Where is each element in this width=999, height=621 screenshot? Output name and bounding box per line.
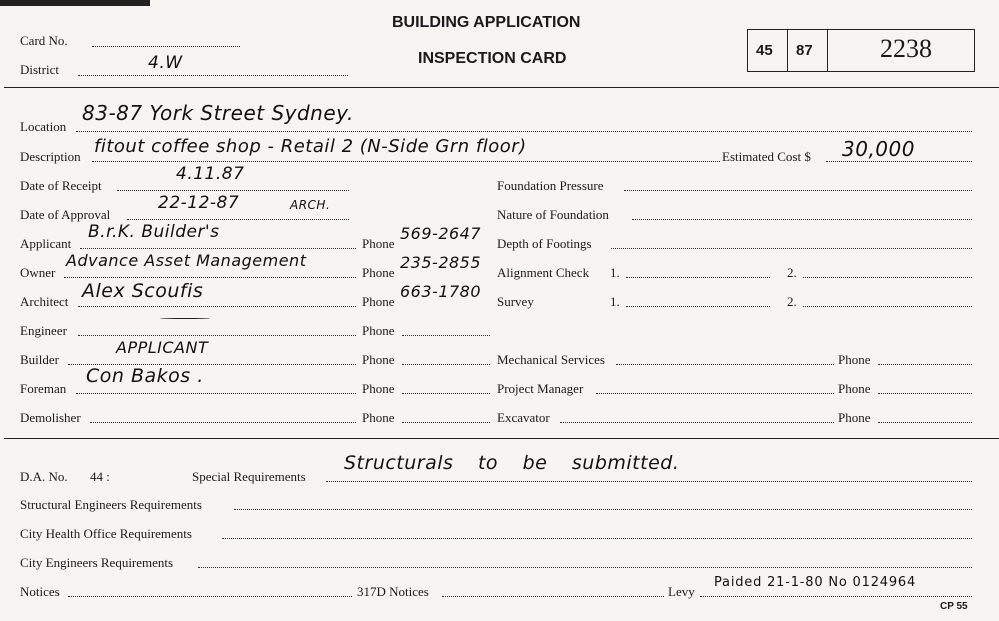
owner-value: Advance Asset Management (66, 251, 307, 270)
engineer-label: Engineer (20, 323, 67, 338)
header-rule (4, 87, 999, 88)
engineers-requirements-label: City Engineers Requirements (20, 555, 174, 570)
notices-line (68, 596, 352, 597)
alignment-line-2 (803, 277, 972, 278)
health-requirements-label: City Health Office Requirements (20, 526, 192, 541)
builder-phone-line (402, 364, 490, 365)
district-value: 4.W (148, 53, 183, 73)
survey-num-2: 2. (787, 294, 797, 309)
architect-line (78, 306, 356, 307)
mechanical-phone-line (878, 364, 972, 365)
applicant-label: Applicant (20, 236, 72, 251)
foreman-phone-line (402, 393, 490, 394)
location-value: 83-87 York Street Sydney. (82, 101, 354, 125)
da-no-label: D.A. No. (20, 469, 68, 484)
survey-num-1: 1. (610, 294, 620, 309)
demolisher-line (90, 422, 356, 423)
levy-label: Levy (668, 584, 695, 599)
notices-317d-label: 317D Notices (357, 584, 429, 599)
card-no-line (92, 46, 240, 47)
form-title-line1: BUILDING APPLICATION (392, 14, 581, 31)
notices-label: Notices (20, 584, 60, 599)
levy-value: Paided 21-1-80 No 0124964 (714, 575, 917, 590)
builder-phone-label: Phone (362, 352, 395, 367)
foreman-line (76, 393, 356, 394)
structural-requirements-line (234, 509, 972, 510)
depth-footings-label: Depth of Footings (497, 236, 592, 251)
excavator-phone-label: Phone (838, 410, 871, 425)
district-line (78, 75, 348, 76)
project-manager-line (596, 393, 834, 394)
project-manager-label: Project Manager (497, 381, 584, 396)
levy-line (700, 596, 972, 597)
box-b: 87 (796, 42, 813, 59)
estimated-cost-label: Estimated Cost $ (722, 149, 811, 164)
owner-phone-label: Phone (362, 265, 395, 280)
estimated-cost-value: 30,000 (842, 137, 915, 161)
alignment-num-2: 2. (787, 265, 797, 280)
card-number: 2238 (880, 34, 932, 63)
project-manager-phone-label: Phone (838, 381, 871, 396)
health-requirements-line (222, 538, 972, 539)
description-label: Description (20, 149, 81, 164)
excavator-phone-line (878, 422, 972, 423)
date-receipt-line (117, 190, 349, 191)
middle-rule (4, 438, 999, 439)
structural-requirements-label: Structural Engineers Requirements (20, 497, 202, 512)
applicant-value: B.r.K. Builder's (88, 222, 220, 242)
architect-underline (160, 318, 210, 319)
alignment-line-1 (626, 277, 770, 278)
da-no-value: 44 : (90, 469, 110, 484)
location-label: Location (20, 119, 67, 134)
owner-label: Owner (20, 265, 56, 280)
foundation-pressure-line (624, 190, 972, 191)
card-number-box (747, 29, 975, 72)
special-requirements-label: Special Requirements (192, 469, 306, 484)
district-label: District (20, 62, 59, 77)
date-receipt-label: Date of Receipt (20, 178, 102, 193)
location-line (76, 131, 972, 132)
nature-foundation-line (632, 219, 972, 220)
survey-line-2 (803, 306, 972, 307)
builder-value: APPLICANT (116, 338, 209, 357)
description-line (92, 161, 720, 162)
ink-blot (0, 0, 150, 6)
demolisher-phone-label: Phone (362, 410, 395, 425)
engineer-phone-label: Phone (362, 323, 395, 338)
date-receipt-value: 4.11.87 (176, 164, 245, 184)
architect-value: Alex Scoufis (82, 280, 204, 302)
date-approval-label: Date of Approval (20, 207, 111, 222)
box-divider-1 (787, 29, 788, 72)
mechanical-label: Mechanical Services (497, 352, 605, 367)
demolisher-phone-line (402, 422, 490, 423)
owner-line (64, 277, 356, 278)
foreman-phone-label: Phone (362, 381, 395, 396)
applicant-line (80, 248, 356, 249)
form-title-line2: INSPECTION CARD (418, 50, 567, 67)
project-manager-phone-line (878, 393, 972, 394)
survey-line-1 (626, 306, 770, 307)
notices-317d-line (442, 596, 664, 597)
excavator-line (560, 422, 834, 423)
engineer-line (78, 335, 356, 336)
architect-phone: 663-1780 (400, 282, 482, 301)
date-approval-value: 22-12-87 (158, 193, 240, 213)
foreman-value: Con Bakos . (86, 365, 204, 387)
nature-foundation-label: Nature of Foundation (497, 207, 609, 222)
form-code: CP 55 (940, 601, 968, 612)
foreman-label: Foreman (20, 381, 67, 396)
engineers-requirements-line (198, 567, 972, 568)
box-a: 45 (756, 42, 773, 59)
special-requirements-line (326, 481, 972, 482)
survey-label: Survey (497, 294, 534, 309)
builder-label: Builder (20, 352, 59, 367)
special-requirements-value: Structurals to be submitted. (344, 452, 680, 474)
architect-label: Architect (20, 294, 69, 309)
mechanical-line (616, 364, 834, 365)
estimated-cost-line (826, 161, 972, 162)
alignment-check-label: Alignment Check (497, 265, 590, 280)
card-no-label: Card No. (20, 33, 68, 48)
foundation-pressure-label: Foundation Pressure (497, 178, 604, 193)
depth-footings-line (611, 248, 972, 249)
applicant-phone: 569-2647 (400, 224, 482, 243)
date-approval-line (127, 219, 349, 220)
description-value: fitout coffee shop - Retail 2 (N-Side Grn floor) (94, 136, 527, 157)
architect-phone-label: Phone (362, 294, 395, 309)
engineer-phone-line (402, 335, 490, 336)
alignment-num-1: 1. (610, 265, 620, 280)
box-divider-2 (827, 29, 828, 72)
demolisher-label: Demolisher (20, 410, 81, 425)
applicant-phone-label: Phone (362, 236, 395, 251)
date-approval-note: ARCH. (290, 198, 331, 212)
owner-phone: 235-2855 (400, 253, 482, 272)
mechanical-phone-label: Phone (838, 352, 871, 367)
excavator-label: Excavator (497, 410, 550, 425)
